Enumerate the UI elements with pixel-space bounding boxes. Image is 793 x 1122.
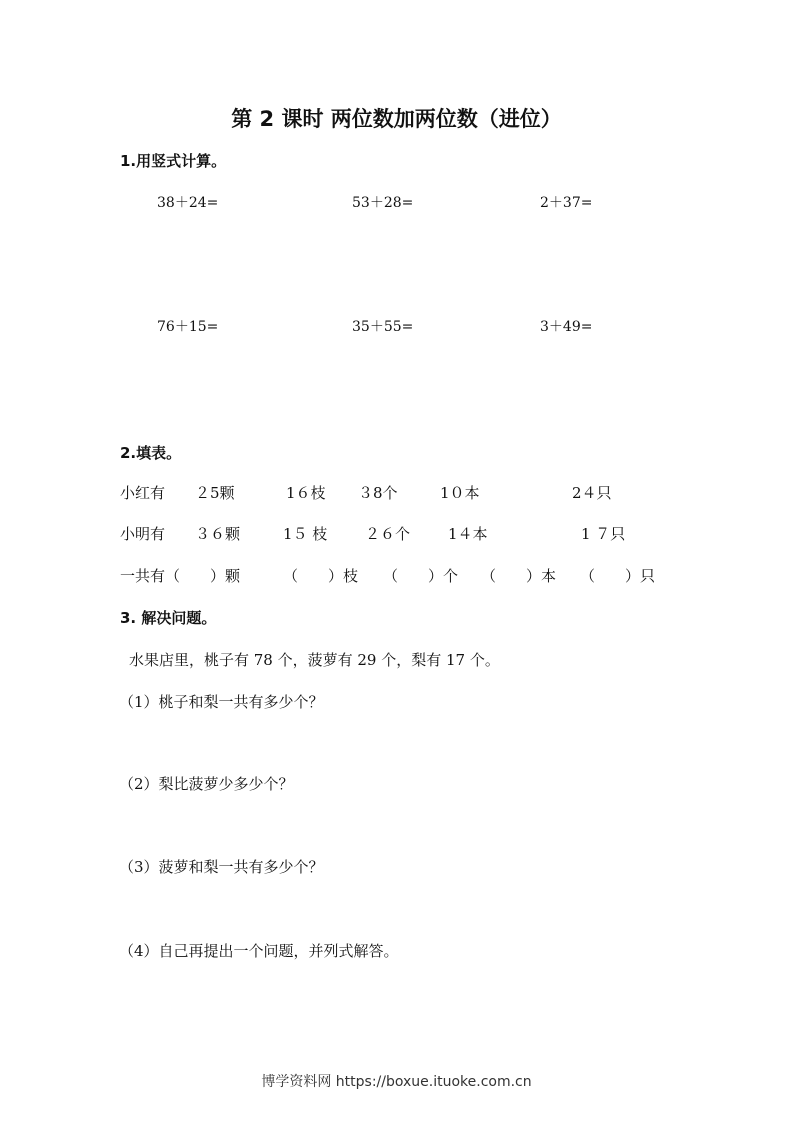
calc-expression: 2＋37= — [540, 195, 593, 211]
answer-blank: （ ）枝 — [283, 567, 359, 585]
table-cell: 1０本 — [440, 484, 480, 502]
problem-intro: 水果店里，桃子有 78 个，菠萝有 29 个，梨有 17 个。 — [129, 651, 500, 669]
table-cell: ２６个 — [365, 525, 411, 543]
calc-expression: 53＋28= — [352, 195, 414, 211]
section-3-heading: 3. 解决问题。 — [120, 609, 217, 627]
table-cell: ３8个 — [358, 484, 398, 502]
section-1-heading: 1.用竖式计算。 — [120, 152, 227, 170]
question-item: （1）桃子和梨一共有多少个？ — [119, 693, 324, 711]
footer-watermark: 博学资料网 https://boxue.ituoke.com.cn — [261, 1074, 532, 1090]
calc-expression: 76＋15= — [157, 319, 219, 335]
section-2-heading: 2.填表。 — [120, 444, 182, 462]
answer-blank: （ ）只 — [580, 567, 656, 585]
row-label: 小红有 — [120, 484, 166, 502]
answer-blank: （ ）本 — [481, 567, 557, 585]
table-cell: 1 ７只 — [581, 525, 626, 543]
table-cell: ２5颗 — [195, 484, 235, 502]
page-title: 第 2 课时 两位数加两位数（进位） — [231, 107, 562, 131]
table-cell: 1５ 枝 — [283, 525, 328, 543]
calc-expression: 3＋49= — [540, 319, 593, 335]
question-item: （3）菠萝和梨一共有多少个？ — [119, 858, 324, 876]
question-item: （4）自己再提出一个问题，并列式解答。 — [119, 942, 399, 960]
calc-expression: 38＋24= — [157, 195, 219, 211]
calc-expression: 35＋55= — [352, 319, 414, 335]
table-cell: 1６枝 — [286, 484, 326, 502]
answer-blank: 一共有（ ）颗 — [120, 567, 241, 585]
table-cell: ３６颗 — [195, 525, 241, 543]
table-cell: 2４只 — [572, 484, 612, 502]
question-item: （2）梨比菠萝少多少个？ — [119, 775, 294, 793]
answer-blank: （ ）个 — [383, 567, 459, 585]
table-cell: 1４本 — [448, 525, 488, 543]
row-label: 小明有 — [120, 525, 166, 543]
